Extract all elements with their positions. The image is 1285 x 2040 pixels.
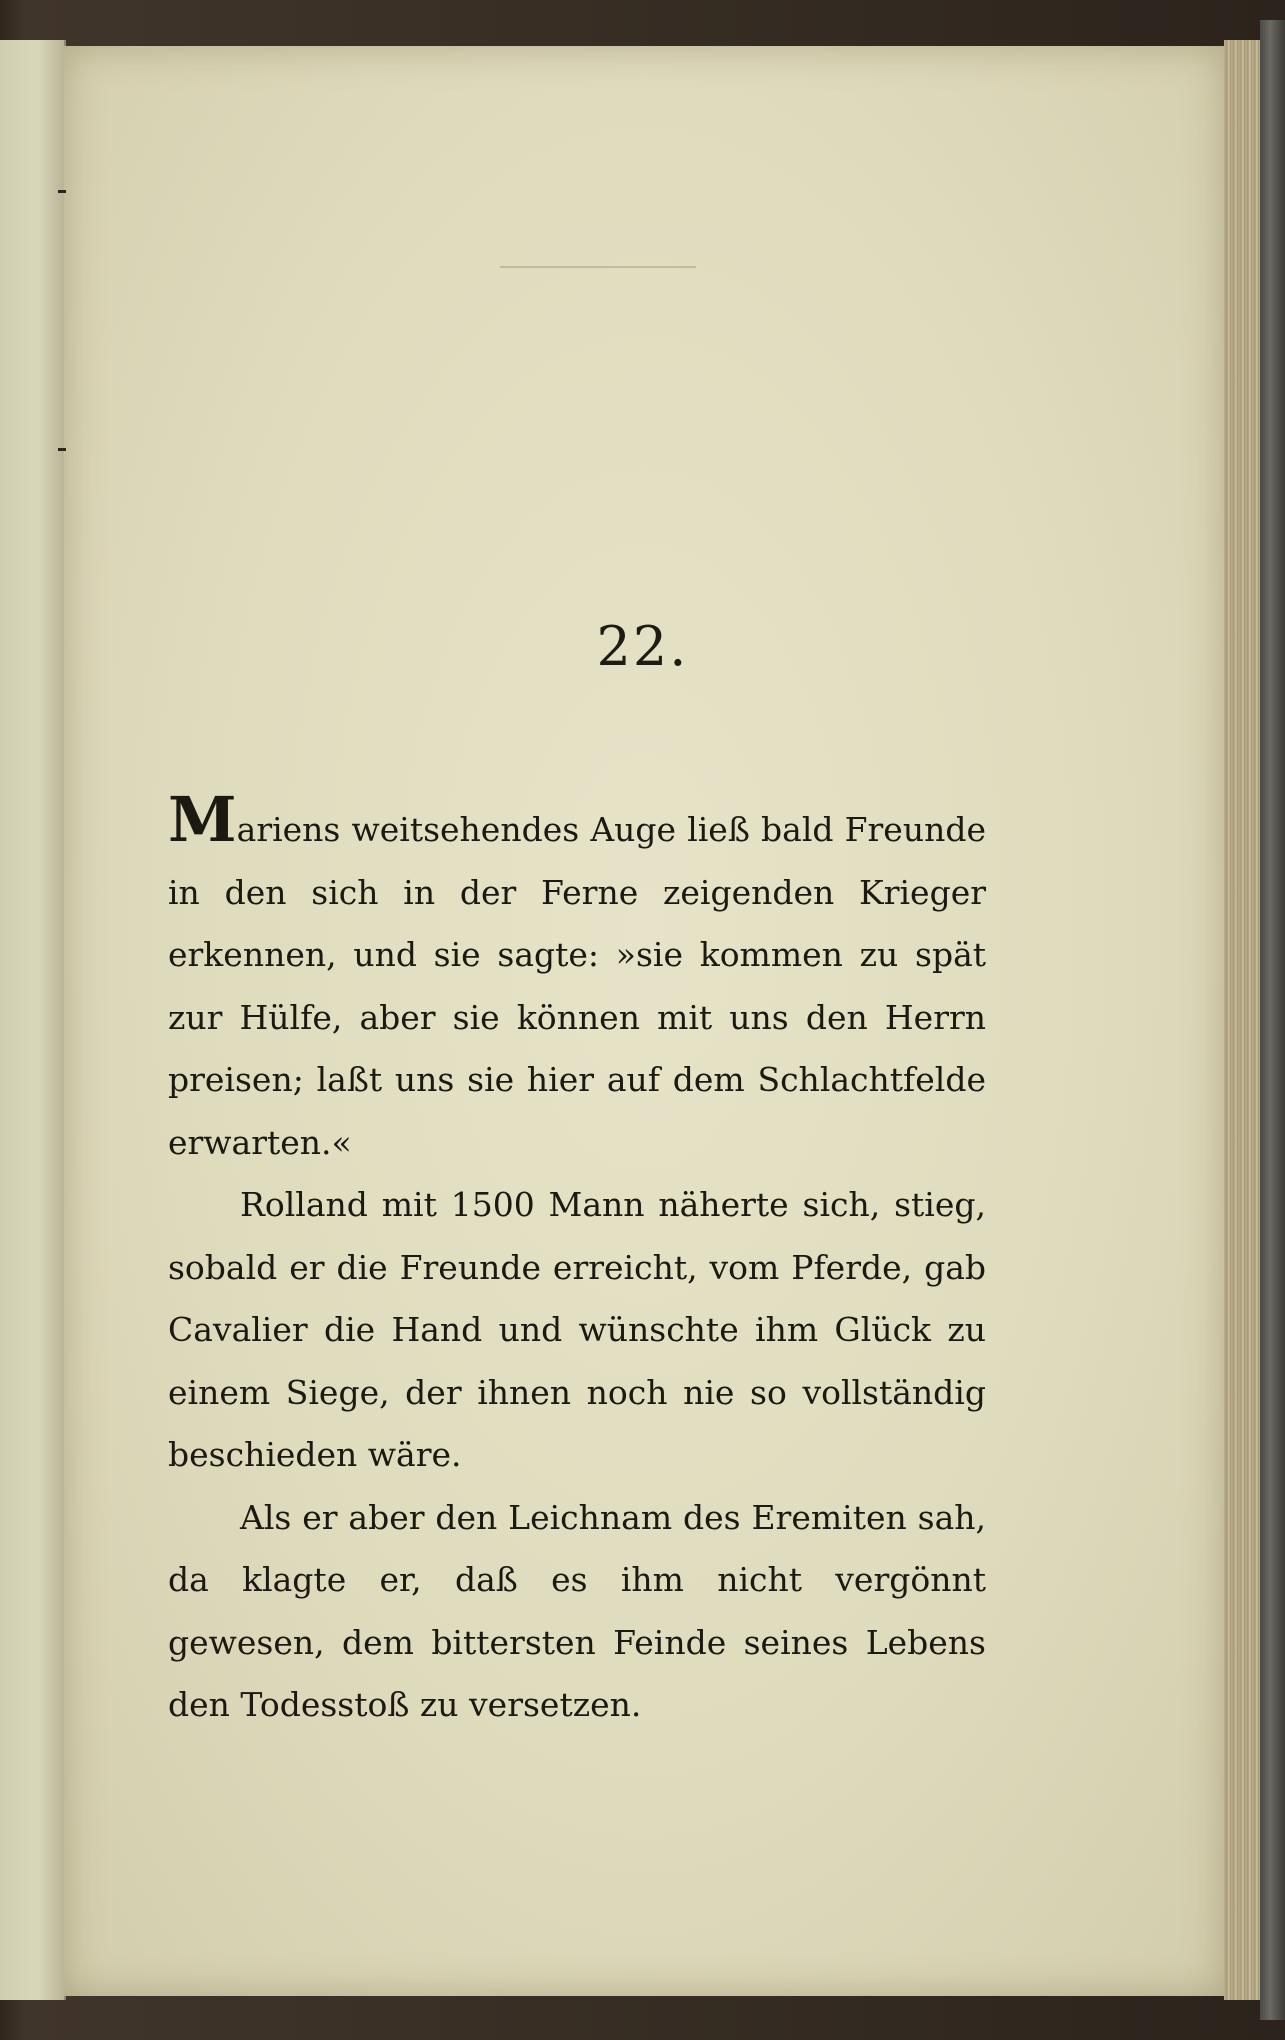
page-edges — [1224, 40, 1260, 2000]
book-spine — [1260, 20, 1285, 2020]
chapter-number: 22. — [596, 615, 689, 678]
paragraph-text: ariens weitsehendes Auge ließ bald Freunde in den sich in der Ferne zeigenden Krieger erkennen, und sie sagte: »sie kommen zu spät zur Hülfe, aber sie können mit uns den Herrn preisen; laßt uns sie hier auf dem Schlachtfelde erwarten.« — [168, 810, 986, 1162]
margin-mark — [58, 448, 66, 451]
left-page-edge — [0, 40, 66, 2000]
paragraph-2: Rolland mit 1500 Mann näherte sich, stieg, sobald er die Freunde erreicht, vom Pferde, gab Cavalier die Hand und wünschte ihm Glück zu einem Siege, der ihnen noch nie so vollständig beschieden wäre. — [168, 1185, 986, 1474]
drop-cap: M — [168, 783, 237, 856]
header-rule — [500, 266, 696, 268]
body-text — [168, 783, 986, 1737]
paragraph-1 — [168, 783, 986, 1174]
margin-mark — [58, 190, 66, 193]
paragraph-3: Als er aber den Leichnam des Eremiten sah, da klagte er, daß es ihm nicht vergönnt gewesen, dem bittersten Feinde seines Lebens den Todesstoß zu versetzen. — [168, 1497, 986, 1724]
